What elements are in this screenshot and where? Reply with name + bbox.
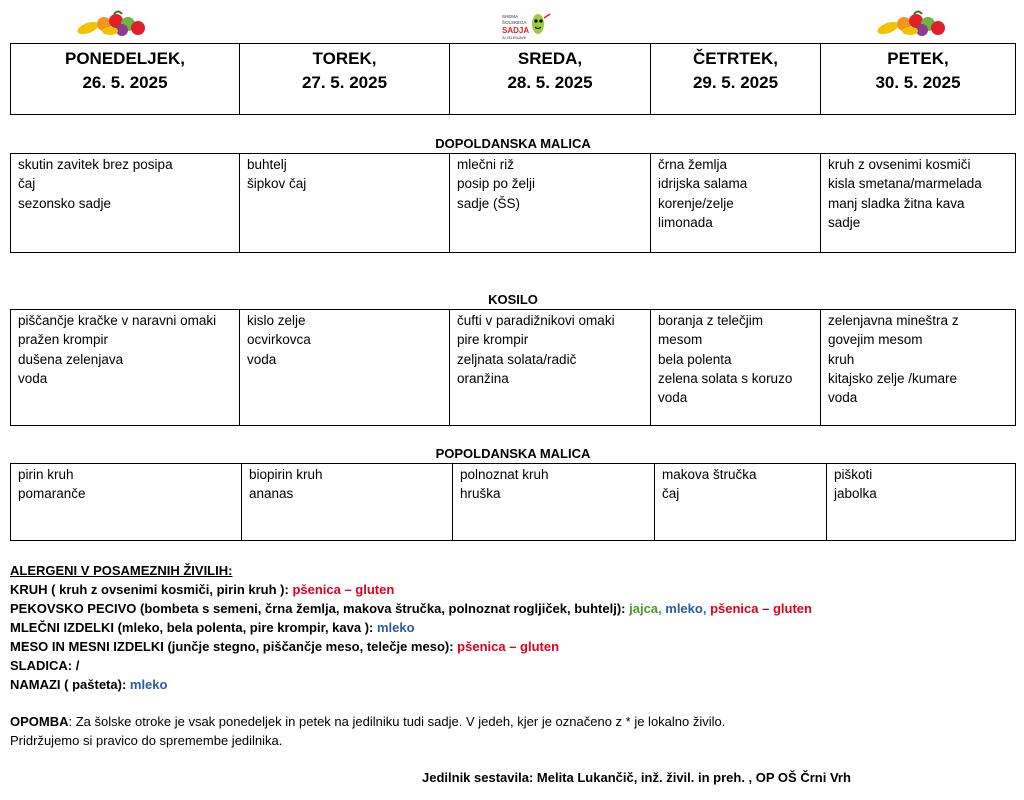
menu-item: ocvirkovca: [247, 332, 311, 348]
allergen-eggs: jajca: [629, 601, 659, 616]
allergen-label: NAMAZI ( pašteta):: [10, 677, 130, 692]
menu-cell-tuesday: [242, 464, 453, 540]
menu-item: govejim mesom: [828, 332, 923, 348]
menu-item: zeljnata solata/radič: [457, 351, 577, 367]
day-name: SREDA,: [517, 49, 583, 68]
menu-cell-monday: [11, 464, 242, 540]
menu-item: pomaranče: [18, 486, 86, 502]
menu-item: biopirin kruh: [249, 467, 323, 482]
menu-cell-wednesday: [450, 310, 651, 425]
menu-item: čaj: [18, 176, 36, 192]
menu-item: korenje/zelje: [658, 195, 734, 211]
note-line-1: [10, 714, 725, 729]
fruit-basket-logo: [76, 8, 156, 38]
day-header-cell: [240, 44, 450, 114]
menu-item: idrijska salama: [658, 176, 748, 192]
allergen-line-dairy: [10, 620, 415, 635]
menu-cell-monday: [11, 310, 240, 425]
menu-item: posip po želji: [457, 176, 536, 192]
allergen-line-meat: [10, 639, 559, 654]
menu-item: bela polenta: [658, 351, 732, 367]
menu-item: kruh: [828, 351, 855, 367]
menu-item: zelenjavna mineštra z: [828, 313, 959, 328]
allergen-line-spreads: [10, 677, 167, 692]
menu-item: voda: [658, 390, 688, 406]
menu-item: voda: [828, 390, 858, 406]
menu-cell-friday: [827, 464, 1015, 540]
allergen-label: SLADICA: /: [10, 658, 80, 673]
school-fruit-scheme-logo: [498, 10, 564, 42]
menu-cell-friday: [821, 154, 1015, 252]
menu-item: skutin zavitek brez posipa: [18, 157, 173, 172]
menu-item: kruh z ovsenimi kosmiči: [828, 157, 971, 172]
menu-item: sadje (ŠS): [457, 195, 521, 211]
menu-item: kitajsko zelje /kumare: [828, 370, 958, 386]
menu-item: polnoznat kruh: [460, 467, 549, 482]
menu-item: čaj: [662, 486, 680, 502]
day-name: PETEK,: [887, 49, 949, 68]
allergen-milk: mleko: [665, 601, 703, 616]
allergen-label: MESO IN MESNI IZDELKI (junčje stegno, piščančje meso, telečje meso):: [10, 639, 458, 654]
section-title-afternoon-snack: POPOLDANSKA MALICA: [435, 446, 591, 461]
allergen-line-dessert: [10, 658, 79, 673]
menu-cell-thursday: [651, 310, 821, 425]
menu-item: kislo zelje: [247, 313, 306, 328]
menu-cell-friday: [821, 310, 1015, 425]
afternoon-snack-table: [10, 463, 1016, 541]
menu-item: pirin kruh: [18, 467, 74, 482]
day-name: TOREK,: [312, 49, 377, 68]
menu-item: pire krompir: [457, 332, 529, 348]
allergen-milk: mleko: [129, 677, 168, 692]
allergen-separator: ,: [702, 601, 711, 616]
day-date: 30. 5. 2025: [875, 73, 961, 92]
day-date: 27. 5. 2025: [301, 73, 388, 92]
allergen-line-bread: [10, 582, 394, 597]
section-title-morning-snack: DOPOLDANSKA MALICA: [435, 136, 591, 151]
day-date: 28. 5. 2025: [507, 73, 593, 92]
allergen-separator: ,: [658, 601, 666, 616]
menu-item: črna žemlja: [658, 157, 728, 172]
day-name: PONEDELJEK,: [65, 49, 185, 68]
allergen-milk: mleko: [376, 620, 415, 635]
menu-item: manj sladka žitna kava: [828, 195, 965, 211]
allergen-line-pastry: [10, 601, 812, 616]
menu-item: dušena zelenjava: [18, 351, 124, 367]
note-label: OPOMBA: [10, 714, 69, 729]
menu-item: oranžina: [457, 370, 509, 386]
menu-item: piščančje kračke v naravni omaki: [18, 313, 217, 328]
allergen-wheat: pšenica – gluten: [710, 601, 812, 616]
day-header-table: [10, 43, 1016, 115]
menu-item: makova štručka: [662, 467, 757, 482]
section-title-lunch: KOSILO: [488, 292, 538, 307]
logo-text-1: SHEMA: [502, 14, 519, 19]
menu-cell-wednesday: [453, 464, 655, 540]
day-date: 26. 5. 2025: [82, 73, 168, 92]
allergen-wheat: pšenica – gluten: [457, 639, 560, 654]
menu-item: sezonsko sadje: [18, 195, 112, 211]
note-text: : Za šolske otroke je vsak ponedeljek in petek na jedilniku tudi sadje. V jedeh, kjer je označeno z * je lokalno živilo.: [68, 714, 726, 729]
menu-item: čufti v paradižnikovi omaki: [457, 313, 615, 328]
day-name: ČETRTEK,: [693, 49, 778, 68]
logo-text-3: SADJA: [502, 26, 530, 35]
menu-item: mesom: [658, 332, 703, 348]
footer-author: Jedilnik sestavila: Melita Lukančič, inž. živil. in preh. , OP OŠ Črni Vrh: [422, 770, 851, 785]
menu-item: piškoti: [834, 467, 873, 482]
fruit-basket-logo: [876, 8, 956, 38]
day-header-cell: [11, 44, 240, 114]
menu-item: sadje: [828, 214, 861, 230]
menu-cell-tuesday: [240, 310, 450, 425]
menu-item: voda: [18, 370, 48, 386]
allergen-label: MLEČNI IZDELKI (mleko, bela polenta, pire krompir, kava ):: [10, 620, 377, 635]
menu-item: zelena solata s koruzo: [658, 370, 793, 386]
menu-item: limonada: [658, 214, 713, 230]
menu-item: pražen krompir: [18, 332, 109, 348]
day-header-cell: [821, 44, 1015, 114]
menu-item: šipkov čaj: [247, 176, 307, 192]
logo-text-4: IN ZELENJAVE: [502, 36, 527, 40]
allergen-wheat: pšenica – gluten: [292, 582, 395, 597]
menu-item: buhtelj: [247, 157, 287, 172]
menu-item: kisla smetana/marmelada: [828, 176, 982, 192]
morning-snack-table: [10, 153, 1016, 253]
day-date: 29. 5. 2025: [692, 73, 779, 92]
menu-cell-thursday: [651, 154, 821, 252]
allergens-heading: ALERGENI V POSAMEZNIH ŽIVILIH:: [10, 563, 233, 578]
menu-cell-tuesday: [240, 154, 450, 252]
menu-item: ananas: [249, 486, 294, 502]
logo-text-2: ŠOLSKEGA: [502, 20, 527, 25]
menu-item: boranja z telečjim: [658, 313, 764, 328]
menu-cell-thursday: [655, 464, 827, 540]
lunch-table: [10, 309, 1016, 426]
menu-cell-monday: [11, 154, 240, 252]
allergen-label: PEKOVSKO PECIVO (bombeta s semeni, črna žemlja, makova štručka, polnoznat rogljiček, buhtelj):: [10, 601, 630, 616]
menu-item: hruška: [460, 486, 501, 502]
note-line-2: Pridržujemo si pravico do spremembe jedilnika.: [10, 733, 283, 748]
allergen-label: KRUH ( kruh z ovsenimi kosmiči, pirin kruh ):: [10, 582, 293, 597]
menu-item: mlečni riž: [457, 157, 515, 172]
menu-cell-wednesday: [450, 154, 651, 252]
day-header-cell: [450, 44, 651, 114]
menu-item: jabolka: [834, 486, 877, 502]
menu-item: voda: [247, 351, 277, 367]
day-header-cell: [651, 44, 821, 114]
